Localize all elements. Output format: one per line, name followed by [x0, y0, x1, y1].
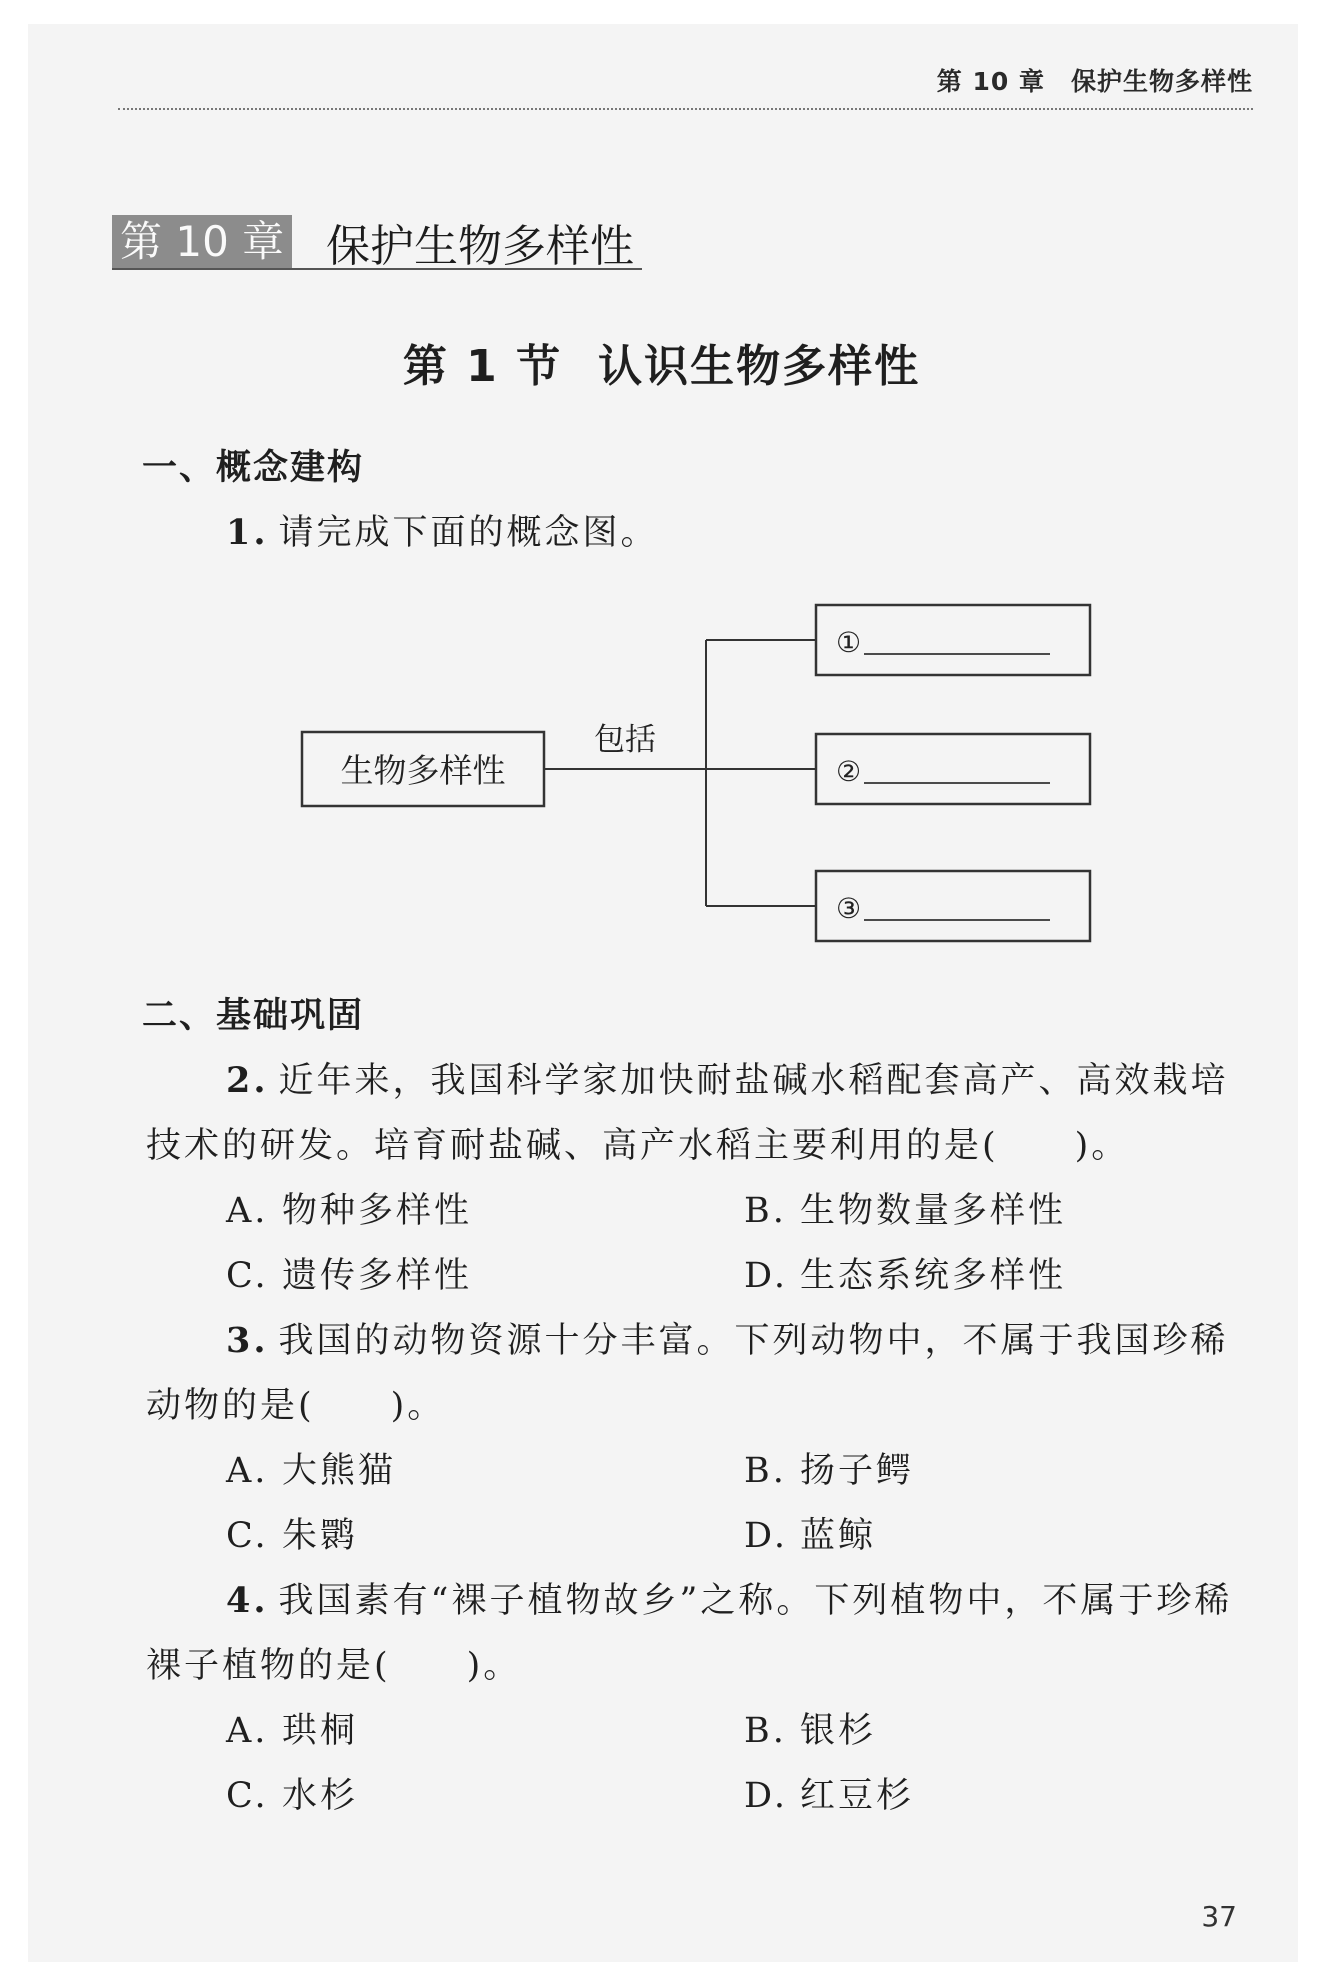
concept-diagram	[290, 590, 1110, 970]
question4-text-1: 我国素有“裸子植物故乡”之称。下列植物中，不属于珍稀	[278, 1581, 1233, 1621]
q4-option-a[interactable]	[226, 1703, 358, 1753]
answer-marker-2: ②	[836, 755, 862, 788]
question3-line1	[226, 1313, 1229, 1363]
header-divider	[118, 108, 1253, 110]
q3-option-b-letter: B.	[744, 1451, 787, 1491]
question3-text-2: 动物的是( )。	[146, 1386, 446, 1426]
question1-number: 1.	[226, 512, 269, 553]
section-title	[0, 330, 1323, 394]
q2-option-d[interactable]	[744, 1248, 1066, 1298]
q3-option-a[interactable]	[226, 1443, 396, 1493]
q3-option-b[interactable]	[744, 1443, 914, 1493]
q2-option-c-letter: C.	[226, 1256, 269, 1296]
question1-text: 请完成下面的概念图。	[278, 513, 659, 553]
q3-option-d[interactable]	[744, 1508, 876, 1558]
part1-heading: 一、概念建构	[142, 448, 365, 488]
q2-option-b-text: 生物数量多样性	[800, 1191, 1067, 1231]
question3-text-1: 我国的动物资源十分丰富。下列动物中，不属于我国珍稀	[278, 1321, 1229, 1361]
q2-option-b[interactable]	[744, 1183, 1066, 1233]
answer-marker-1: ①	[836, 626, 862, 659]
q3-option-a-text: 大熊猫	[282, 1451, 397, 1491]
chapter-title: 保护生物多样性	[326, 221, 634, 272]
q3-option-b-text: 扬子鳄	[800, 1451, 915, 1491]
q4-option-b-letter: B.	[744, 1711, 787, 1751]
q3-option-d-text: 蓝鲸	[800, 1516, 877, 1556]
q3-option-d-letter: D.	[744, 1516, 788, 1556]
q3-option-c-text: 朱鹮	[282, 1516, 359, 1556]
q3-option-c-letter: C.	[226, 1516, 269, 1556]
q2-option-a[interactable]	[226, 1183, 472, 1233]
root-label: 生物多样性	[340, 751, 506, 790]
q4-option-d-text: 红豆杉	[800, 1776, 915, 1816]
question3-number: 3.	[226, 1320, 269, 1361]
question2-text-2: 技术的研发。培育耐盐碱、高产水稻主要利用的是( )。	[146, 1126, 1130, 1166]
q4-option-a-letter: A.	[226, 1711, 269, 1751]
q2-option-b-letter: B.	[744, 1191, 787, 1231]
running-header	[937, 62, 1253, 98]
q4-option-d-letter: D.	[744, 1776, 788, 1816]
section-name: 认识生物多样性	[598, 341, 921, 392]
question2-number: 2.	[226, 1060, 269, 1101]
question4-line1	[226, 1573, 1232, 1623]
q2-option-d-text: 生态系统多样性	[800, 1256, 1067, 1296]
chapter-badge: 第 10 章	[112, 215, 292, 269]
q4-option-d[interactable]	[744, 1768, 914, 1818]
question1	[226, 505, 659, 555]
connector-label: 包括	[594, 722, 656, 758]
answer-marker-3: ③	[836, 892, 862, 925]
concept-map-svg	[290, 590, 1110, 970]
q4-option-b-text: 银杉	[800, 1711, 877, 1751]
q3-option-a-letter: A.	[226, 1451, 269, 1491]
question4-text-2: 裸子植物的是( )。	[146, 1646, 522, 1686]
section-number: 第 1 节	[402, 341, 563, 392]
q4-option-b[interactable]	[744, 1703, 876, 1753]
q2-option-c-text: 遗传多样性	[282, 1256, 473, 1296]
running-header-title: 保护生物多样性	[1070, 67, 1253, 96]
q3-option-c[interactable]	[226, 1508, 358, 1558]
q4-option-c-letter: C.	[226, 1776, 269, 1816]
chapter-underline	[112, 268, 642, 270]
q2-option-a-text: 物种多样性	[282, 1191, 473, 1231]
part2-heading: 二、基础巩固	[142, 996, 365, 1036]
question2-text-1: 近年来，我国科学家加快耐盐碱水稻配套高产、高效栽培	[278, 1061, 1229, 1101]
q2-option-a-letter: A.	[226, 1191, 269, 1231]
q2-option-c[interactable]	[226, 1248, 472, 1298]
q2-option-d-letter: D.	[744, 1256, 788, 1296]
running-header-chapter: 第 10 章	[936, 67, 1045, 96]
q4-option-a-text: 珙桐	[282, 1711, 359, 1751]
page-number: 37	[1201, 1900, 1237, 1933]
q4-option-c-text: 水杉	[282, 1776, 359, 1816]
q4-option-c[interactable]	[226, 1768, 358, 1818]
question2-line1	[226, 1053, 1229, 1103]
question4-number: 4.	[226, 1580, 269, 1621]
